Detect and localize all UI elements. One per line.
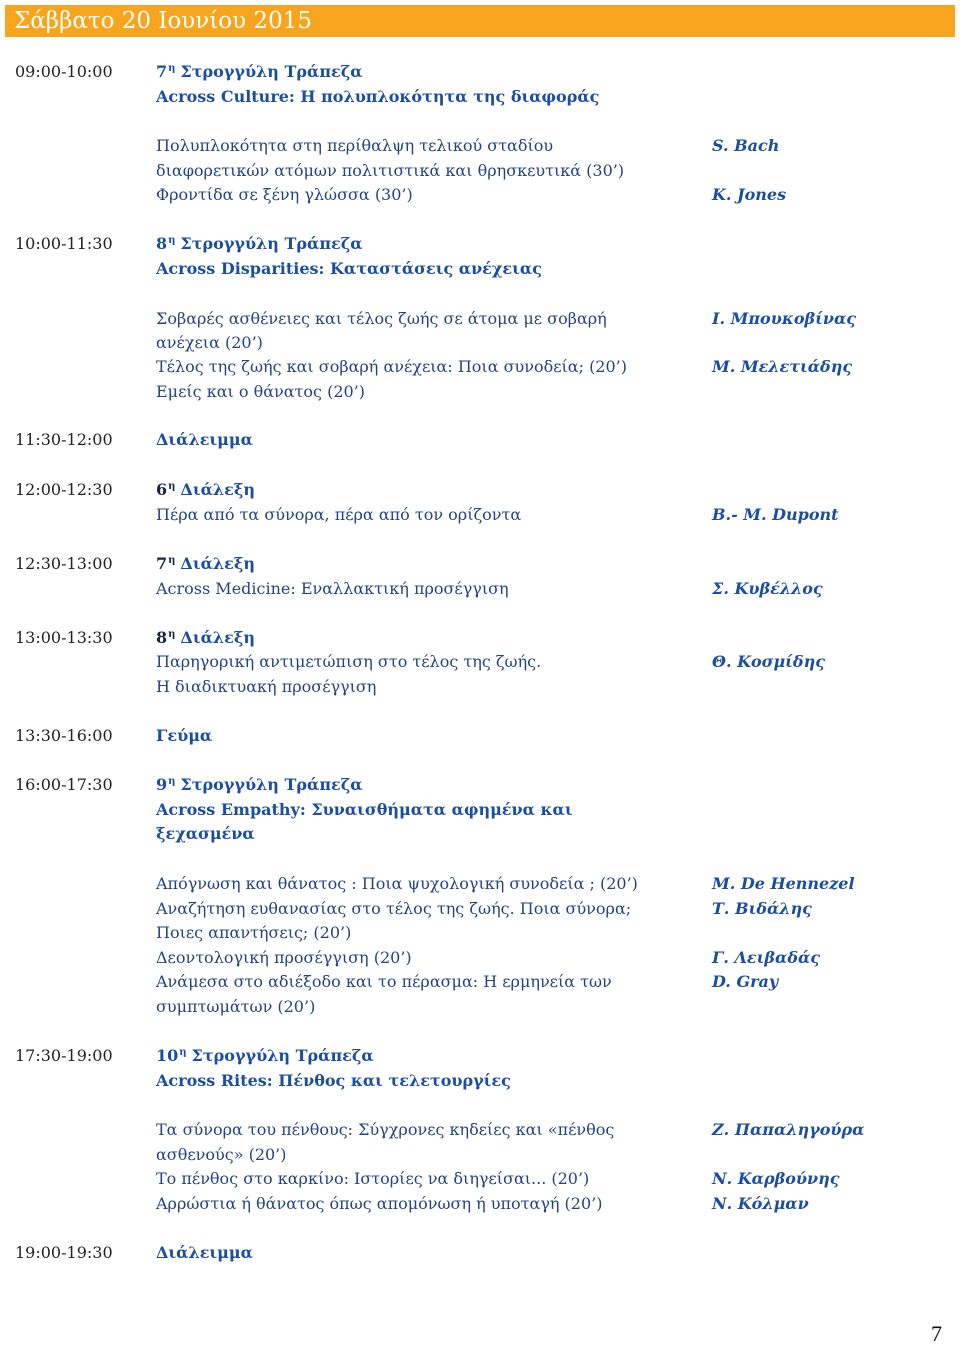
ordinal-suffix: η <box>168 481 176 492</box>
session-title <box>156 478 255 502</box>
ordinal-suffix: η <box>168 629 176 640</box>
talk-line: Πέρα από τα σύνορα, πέρα από τον ορίζοντα <box>156 505 522 524</box>
session-time: 09:00-10:00 <box>15 62 113 81</box>
ordinal-suffix: η <box>168 235 176 246</box>
talk-line: ανέχεια (20’) <box>156 333 263 352</box>
session-time: 11:30-12:00 <box>15 430 113 449</box>
talk-line: Τα σύνορα του πένθους: Σύγχρονες κηδείες και «πένθος <box>156 1120 615 1139</box>
session-title <box>156 773 363 797</box>
session-title <box>156 232 363 256</box>
ordinal-suffix: η <box>168 63 176 74</box>
session-kind: Διάλεξη <box>180 628 255 647</box>
session-title <box>156 552 255 576</box>
talk-line: Across Medicine: Εναλλακτική προσέγγιση <box>156 579 509 598</box>
speaker-name: D. Gray <box>712 972 779 991</box>
page-number: 7 <box>931 1321 942 1346</box>
talk-line: συμπτωμάτων (20’) <box>156 997 316 1016</box>
lunch-title: Γεύμα <box>156 726 213 745</box>
session-time: 10:00-11:30 <box>15 234 113 253</box>
speaker-name: S. Bach <box>712 136 780 155</box>
session-ordinal: 9 <box>156 775 168 794</box>
session-ordinal: 6 <box>156 480 168 499</box>
session-title <box>156 626 255 650</box>
session-time: 17:30-19:00 <box>15 1046 113 1065</box>
speaker-name: Ν. Κόλμαν <box>712 1194 809 1213</box>
speaker-name: Γ. Λειβαδάς <box>712 948 821 967</box>
session-time: 12:00-12:30 <box>15 480 113 499</box>
ordinal-suffix: η <box>168 555 176 566</box>
session-subtitle: ξεχασμένα <box>156 824 255 843</box>
talk-line: Πολυπλοκότητα στη περίθαλψη τελικού σταδίου <box>156 136 554 155</box>
talk-line: ασθενούς» (20’) <box>156 1145 287 1164</box>
speaker-name: M. De Hennezel <box>712 874 855 893</box>
talk-line: Απόγνωση και θάνατος : Ποια ψυχολογική συνοδεία ; (20’) <box>156 874 638 893</box>
talk-line: Δεοντολογική προσέγγιση (20’) <box>156 948 412 967</box>
speaker-name: K. Jones <box>712 185 787 204</box>
session-kind: Στρογγύλη Τράπεζα <box>180 234 363 253</box>
session-kind: Διάλεξη <box>180 480 255 499</box>
session-subtitle: Across Disparities: Καταστάσεις ανέχειας <box>156 259 542 278</box>
break-title: Διάλειμμα <box>156 1243 253 1262</box>
talk-line: Η διαδικτυακή προσέγγιση <box>156 677 377 696</box>
speaker-name: Θ. Κοσμίδης <box>712 652 825 671</box>
session-title <box>156 1044 374 1068</box>
session-time: 19:00-19:30 <box>15 1243 113 1262</box>
talk-line: διαφορετικών ατόμων πολιτιστικά και θρησκευτικά (30’) <box>156 161 625 180</box>
session-kind: Στρογγύλη Τράπεζα <box>180 775 363 794</box>
session-time: 13:00-13:30 <box>15 628 113 647</box>
session-time: 12:30-13:00 <box>15 554 113 573</box>
talk-line: Το πένθος στο καρκίνο: Ιστορίες να διηγείσαι... (20’) <box>156 1169 590 1188</box>
session-title <box>156 60 363 84</box>
ordinal-suffix: η <box>179 1047 187 1058</box>
date-heading: Σάββατο 20 Ιουνίου 2015 <box>14 8 312 34</box>
talk-line: Αρρώστια ή θάνατος όπως απομόνωση ή υποταγή (20’) <box>156 1194 603 1213</box>
speaker-name: Ι. Μπουκοβίνας <box>712 309 857 328</box>
session-ordinal: 8 <box>156 628 168 647</box>
date-header-band <box>5 5 955 37</box>
talk-line: Ποιες απαντήσεις; (20’) <box>156 923 352 942</box>
speaker-name: Τ. Βιδάλης <box>712 899 812 918</box>
session-subtitle: Across Rites: Πένθος και τελετουργίες <box>156 1071 511 1090</box>
talk-line: Σοβαρές ασθένειες και τέλος ζωής σε άτομα με σοβαρή <box>156 309 607 328</box>
session-subtitle: Across Culture: Η πολυπλοκότητα της διαφοράς <box>156 87 600 106</box>
session-kind: Στρογγύλη Τράπεζα <box>191 1046 374 1065</box>
session-kind: Στρογγύλη Τράπεζα <box>180 62 363 81</box>
break-title: Διάλειμμα <box>156 430 253 449</box>
talk-line: Παρηγορική αντιμετώπιση στο τέλος της ζωής. <box>156 652 542 671</box>
talk-line: Εμείς και ο θάνατος (20’) <box>156 382 365 401</box>
speaker-name: B.- M. Dupont <box>712 505 839 524</box>
talk-line: Αναζήτηση ευθανασίας στο τέλος της ζωής. Ποια σύνορα; <box>156 899 632 918</box>
speaker-name: Ζ. Παπαληγούρα <box>712 1120 865 1139</box>
session-ordinal: 8 <box>156 234 168 253</box>
session-time: 16:00-17:30 <box>15 775 113 794</box>
talk-line: Τέλος της ζωής και σοβαρή ανέχεια: Ποια συνοδεία; (20’) <box>156 357 627 376</box>
speaker-name: Ν. Καρβούνης <box>712 1169 840 1188</box>
session-ordinal: 7 <box>156 62 168 81</box>
ordinal-suffix: η <box>168 776 176 787</box>
talk-line: Φροντίδα σε ξένη γλώσσα (30’) <box>156 185 413 204</box>
talk-line: Ανάμεσα στο αδιέξοδο και το πέρασμα: Η ερμηνεία των <box>156 972 612 991</box>
session-ordinal: 7 <box>156 554 168 573</box>
speaker-name: Σ. Κυβέλλος <box>712 579 823 598</box>
speaker-name: Μ. Μελετιάδης <box>712 357 853 376</box>
session-kind: Διάλεξη <box>180 554 255 573</box>
session-subtitle: Across Empathy: Συναισθήματα αφημένα και <box>156 800 573 819</box>
session-time: 13:30-16:00 <box>15 726 113 745</box>
session-ordinal: 10 <box>156 1046 179 1065</box>
